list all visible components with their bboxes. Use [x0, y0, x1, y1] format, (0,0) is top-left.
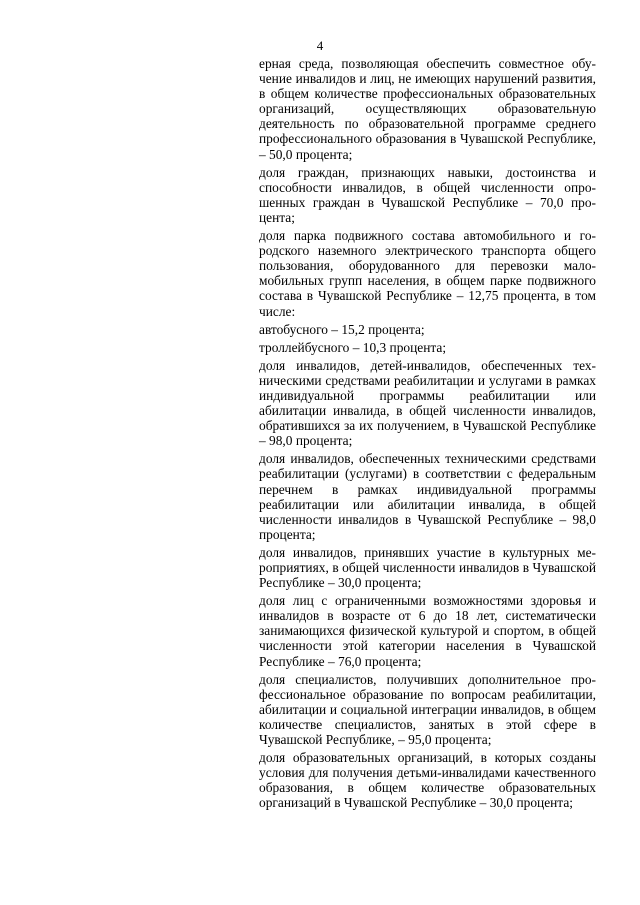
paragraph-transport-fleet: доля парка подвижного состава автомобильного и городского наземного электрического транспорта общего пользования, оборудованного для перевозки маломобильных групп населения, в общем парке подвижного состава в Чувашской Республике – 12,75 процента, в том числе: [259, 228, 596, 319]
paragraph-specialists-training: доля специалистов, получивших дополнительное профессиональное образование по вопросам реабилитации, абилитации и социальной интеграции инвалидов, в общем количестве специалистов, занятых в этой сфере в Чувашской Республике, – 95,0 процента; [259, 671, 596, 748]
paragraph-trolleybus-share: троллейбусного – 10,3 процента; [259, 339, 447, 355]
paragraph-inclusive-environment: ерная среда, позволяющая обеспечить совместное обучение инвалидов и лиц, не имеющих нарушений развития, в общем количестве профессиональных образовательных организаций, осуществляющих образовательную деятельность по образовательной программе среднего профессионального образования в Чувашской Республике, – 50,0 процента; [259, 56, 596, 162]
paragraph-rehab-means-services: доля инвалидов, детей-инвалидов, обеспеченных техническими средствами реабилитации и услугами в рамках индивидуальной программы реабилитации или абилитации инвалида, в общей численности инвалидов, обратившихся за их получением, в Чувашской Республике – 98,0 процента; [259, 357, 596, 449]
paragraph-physical-culture: доля лиц с ограниченными возможностями здоровья и инвалидов в возрасте от 6 до 18 лет, систематически занимающихся физической культурой и спортом, в общей численности этой категории населения в Чувашской Республике – 76,0 процента; [259, 593, 596, 669]
paragraph-bus-share: автобусного – 15,2 процента; [259, 321, 425, 337]
paragraph-citizens-recognition: доля граждан, признающих навыки, достоинства и способности инвалидов, в общей численности опрошенных граждан в Чувашской Республике – 70,0 процента; [259, 164, 596, 225]
paragraph-rehab-federal-list: доля инвалидов, обеспеченных техническими средствами реабилитации (услугами) в соответствии с федеральным перечнем в рамках индивидуальной программы реабилитации или абилитации инвалида, в общей численности инвалидов в Чувашской Республике – 98,0 процента; [259, 451, 596, 542]
document-body [259, 56, 596, 811]
page-number: 4 [316, 38, 324, 53]
paragraph-cultural-events: доля инвалидов, принявших участие в культурных мероприятиях, в общей численности инвалидов в Чувашской Республике – 30,0 процента; [259, 544, 596, 591]
paragraph-education-organizations: доля образовательных организаций, в которых созданы условия для получения детьми-инвалидами качественного образования, в общем количестве образовательных организаций в Чувашской Республике – 30,0 процента; [259, 750, 596, 811]
